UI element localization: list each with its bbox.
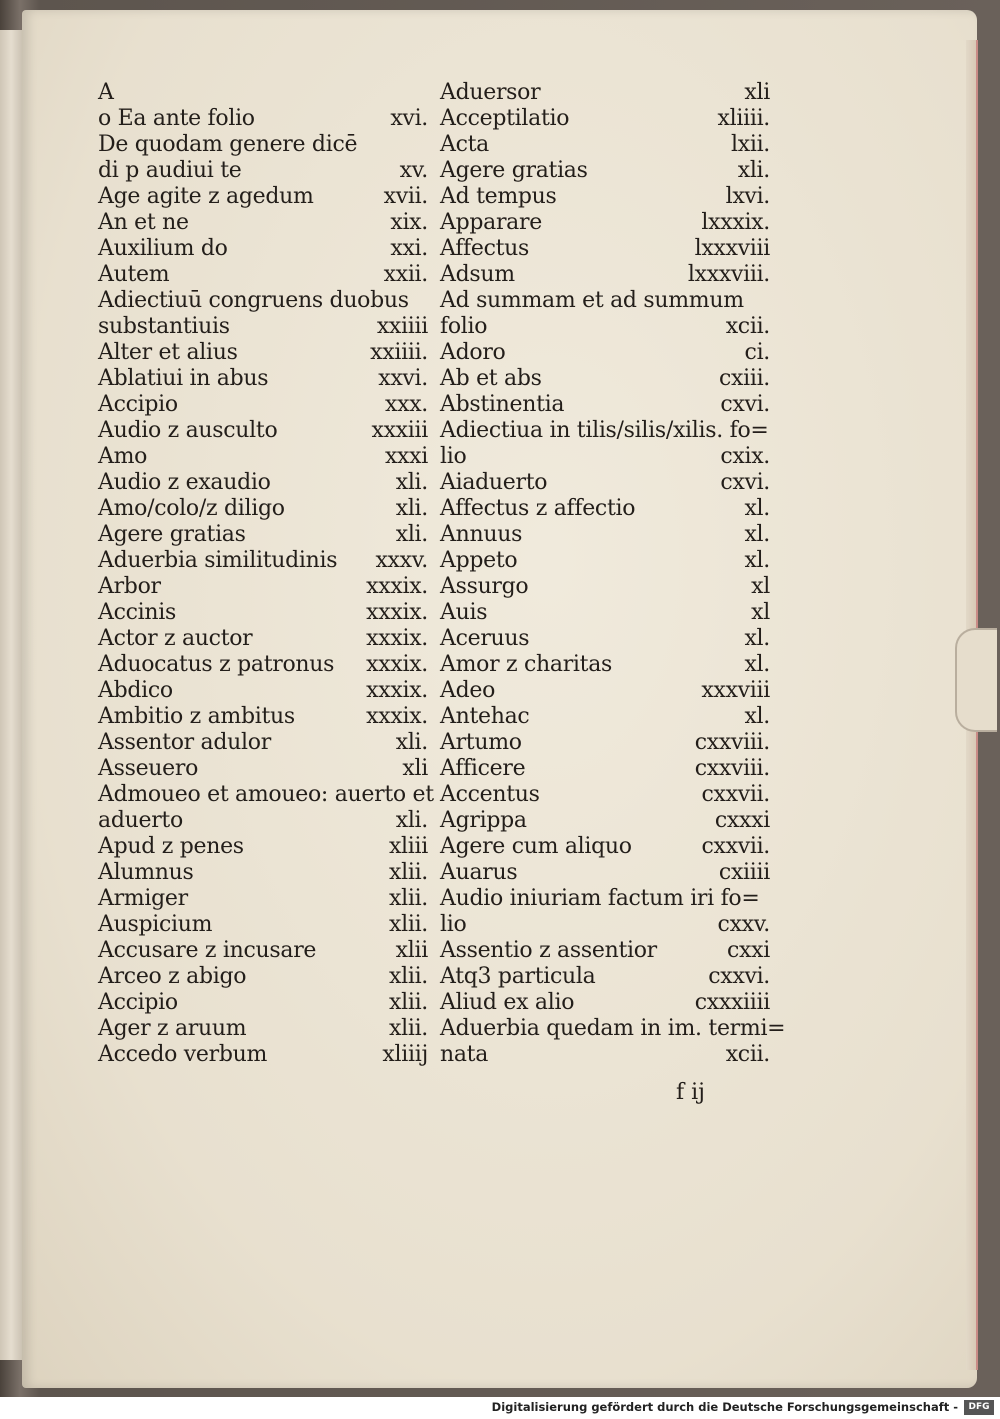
entry-folio: xxxix. bbox=[366, 600, 428, 625]
entry-term: Acceptilatio bbox=[440, 106, 570, 131]
entry-term: Affectus bbox=[440, 236, 530, 261]
entry-folio: xxxviii bbox=[701, 678, 770, 703]
entry-folio: xxxix. bbox=[366, 574, 428, 599]
entry-folio: lxxxix. bbox=[701, 210, 770, 235]
entry-term: Assentor adulor bbox=[98, 730, 271, 755]
entry-folio: xli. bbox=[395, 522, 428, 547]
entry-term: Abstinentia bbox=[440, 392, 565, 417]
entry-term: Affectus z affectio bbox=[440, 496, 636, 521]
entry-folio: lxxxviii. bbox=[687, 262, 770, 287]
index-entry bbox=[440, 834, 770, 860]
index-entry bbox=[98, 184, 428, 210]
index-entry bbox=[440, 652, 770, 678]
entry-folio: cxxxiiii bbox=[694, 990, 770, 1015]
entry-term: o Ea ante folio bbox=[98, 106, 255, 131]
entry-folio: lxii. bbox=[730, 132, 770, 157]
index-column-left bbox=[98, 80, 434, 1068]
index-entry bbox=[440, 210, 770, 236]
entry-term: Actor z auctor bbox=[98, 626, 253, 651]
entry-folio: cxxxi bbox=[714, 808, 770, 833]
entry-folio: xxxv. bbox=[375, 548, 428, 573]
entry-term: Accentus bbox=[440, 782, 540, 807]
entry-term: Adeo bbox=[440, 678, 496, 703]
dfg-logo: DFG bbox=[964, 1400, 994, 1415]
entry-term: Artumo bbox=[440, 730, 522, 755]
index-entry bbox=[98, 522, 428, 548]
index-entry bbox=[440, 470, 770, 496]
index-entry bbox=[440, 366, 770, 392]
index-entry bbox=[98, 496, 428, 522]
index-entry bbox=[440, 314, 770, 340]
index-entry bbox=[98, 236, 428, 262]
index-entry bbox=[98, 288, 428, 314]
entry-folio: cxiiii bbox=[718, 860, 770, 885]
entry-term: Auspicium bbox=[98, 912, 213, 937]
entry-folio: xlii. bbox=[388, 990, 428, 1015]
index-entry bbox=[98, 990, 428, 1016]
index-entry bbox=[440, 886, 770, 912]
index-entry bbox=[98, 704, 428, 730]
entry-term: Arbor bbox=[98, 574, 161, 599]
index-entry bbox=[98, 340, 428, 366]
entry-term: Auxilium do bbox=[98, 236, 228, 261]
entry-term: Aduerbia quedam in im. termi= bbox=[440, 1016, 786, 1041]
entry-folio: xxxiii bbox=[371, 418, 428, 443]
index-entry bbox=[98, 678, 428, 704]
entry-term: Alter et alius bbox=[98, 340, 238, 365]
entry-term: lio bbox=[440, 444, 467, 469]
index-entry bbox=[440, 522, 770, 548]
entry-term: Accusare z incusare bbox=[98, 938, 317, 963]
entry-term: di p audiui te bbox=[98, 158, 242, 183]
index-entry bbox=[440, 444, 770, 470]
index-entry bbox=[98, 808, 428, 834]
index-entry bbox=[98, 938, 428, 964]
index-entry bbox=[440, 756, 770, 782]
entry-folio: xxxi bbox=[384, 444, 428, 469]
index-entry bbox=[440, 1016, 786, 1042]
entry-term: De quodam genere dicē bbox=[98, 132, 358, 157]
entry-folio: lxvi. bbox=[725, 184, 770, 209]
index-entry bbox=[440, 1042, 770, 1068]
entry-folio: xli bbox=[402, 756, 428, 781]
index-entry bbox=[440, 418, 770, 444]
entry-term: Autem bbox=[98, 262, 170, 287]
entry-folio: xl. bbox=[744, 548, 770, 573]
entry-term: Ad tempus bbox=[440, 184, 557, 209]
entry-folio: xlii. bbox=[388, 964, 428, 989]
entry-folio: xxi. bbox=[390, 236, 428, 261]
index-entry bbox=[440, 184, 770, 210]
index-entry bbox=[440, 964, 770, 990]
entry-term: A bbox=[98, 80, 114, 105]
entry-folio: xlii. bbox=[388, 912, 428, 937]
index-entry bbox=[440, 574, 770, 600]
entry-folio: xxvi. bbox=[378, 366, 428, 391]
entry-term: Auis bbox=[440, 600, 488, 625]
entry-folio: xxiiii bbox=[376, 314, 428, 339]
entry-term: Abdico bbox=[98, 678, 173, 703]
footer-credit: Digitalisierung gefördert durch die Deutsche Forschungsgemeinschaft - bbox=[491, 1400, 958, 1414]
entry-folio: xlii. bbox=[388, 860, 428, 885]
entry-folio: xlii. bbox=[388, 886, 428, 911]
entry-folio: cxxvii. bbox=[701, 834, 770, 859]
index-entry bbox=[98, 886, 428, 912]
entry-term: Antehac bbox=[440, 704, 530, 729]
entry-term: Accipio bbox=[98, 990, 178, 1015]
entry-folio: xli bbox=[744, 80, 770, 105]
entry-term: Auarus bbox=[440, 860, 518, 885]
entry-folio: xl. bbox=[744, 652, 770, 677]
entry-folio: xvii. bbox=[383, 184, 428, 209]
entry-folio: xxxix. bbox=[366, 626, 428, 651]
entry-term: Amor z charitas bbox=[440, 652, 612, 677]
entry-term: Aduerbia similitudinis bbox=[98, 548, 338, 573]
entry-folio: cxxviii. bbox=[694, 756, 770, 781]
entry-folio: xlii. bbox=[388, 1016, 428, 1041]
index-entry bbox=[98, 1016, 428, 1042]
entry-term: Alumnus bbox=[98, 860, 194, 885]
entry-folio: cxxviii. bbox=[694, 730, 770, 755]
entry-term: Aliud ex alio bbox=[440, 990, 575, 1015]
entry-term: Acta bbox=[440, 132, 489, 157]
entry-folio: xxxix. bbox=[366, 704, 428, 729]
index-column-right bbox=[440, 80, 786, 1068]
index-entry bbox=[440, 236, 770, 262]
entry-folio: xcii. bbox=[725, 314, 770, 339]
index-entry bbox=[440, 782, 770, 808]
entry-term: Apud z penes bbox=[98, 834, 244, 859]
entry-folio: xl. bbox=[744, 626, 770, 651]
entry-folio: xcii. bbox=[725, 1042, 770, 1067]
entry-term: substantiuis bbox=[98, 314, 230, 339]
index-entry bbox=[440, 496, 770, 522]
index-entry bbox=[98, 834, 428, 860]
index-entry bbox=[98, 392, 428, 418]
index-entry bbox=[440, 392, 770, 418]
entry-folio: xliiii. bbox=[717, 106, 770, 131]
index-entry bbox=[440, 730, 770, 756]
entry-term: Adsum bbox=[440, 262, 515, 287]
index-entry bbox=[440, 626, 770, 652]
entry-term: Ad summam et ad summum bbox=[440, 288, 744, 313]
signature-mark: f ij bbox=[676, 1080, 705, 1105]
index-entry bbox=[98, 574, 428, 600]
entry-folio: xli. bbox=[395, 470, 428, 495]
entry-folio: cxix. bbox=[720, 444, 770, 469]
entry-folio: xliii bbox=[388, 834, 428, 859]
index-entry bbox=[440, 678, 770, 704]
index-entry bbox=[440, 704, 770, 730]
entry-term: Armiger bbox=[98, 886, 188, 911]
entry-term: Apparare bbox=[440, 210, 542, 235]
entry-folio: cxiii. bbox=[718, 366, 770, 391]
entry-folio: xxxix. bbox=[366, 678, 428, 703]
index-entry bbox=[98, 782, 434, 808]
entry-term: Amo bbox=[98, 444, 148, 469]
entry-folio: xv. bbox=[399, 158, 428, 183]
entry-folio: lxxxviii bbox=[694, 236, 770, 261]
index-entry bbox=[440, 808, 770, 834]
index-entry bbox=[440, 340, 770, 366]
entry-folio: xli. bbox=[737, 158, 770, 183]
index-entry bbox=[98, 418, 428, 444]
index-entry bbox=[98, 912, 428, 938]
index-entry bbox=[98, 730, 428, 756]
entry-term: aduerto bbox=[98, 808, 183, 833]
entry-folio: xl. bbox=[744, 704, 770, 729]
entry-folio: xxiiii. bbox=[370, 340, 428, 365]
index-entry bbox=[98, 132, 428, 158]
index-entry bbox=[98, 626, 428, 652]
entry-term: Asseuero bbox=[98, 756, 199, 781]
entry-folio: xl. bbox=[744, 522, 770, 547]
index-entry bbox=[440, 860, 770, 886]
entry-folio: cxxi bbox=[727, 938, 770, 963]
entry-folio: xl. bbox=[744, 496, 770, 521]
index-entry bbox=[440, 262, 770, 288]
index-entry bbox=[98, 366, 428, 392]
index-entry bbox=[98, 80, 428, 106]
entry-term: Ab et abs bbox=[440, 366, 542, 391]
entry-term: Ager z aruum bbox=[98, 1016, 247, 1041]
index-entry bbox=[440, 600, 770, 626]
entry-term: Ablatiui in abus bbox=[98, 366, 269, 391]
entry-term: Annuus bbox=[440, 522, 523, 547]
index-entry bbox=[98, 756, 428, 782]
index-entry bbox=[440, 80, 770, 106]
entry-term: Audio z exaudio bbox=[98, 470, 271, 495]
index-entry bbox=[98, 106, 428, 132]
entry-term: Amo/colo/z diligo bbox=[98, 496, 285, 521]
entry-folio: xxxix. bbox=[366, 652, 428, 677]
index-entry bbox=[440, 132, 770, 158]
entry-term: Accinis bbox=[98, 600, 176, 625]
entry-term: Ambitio z ambitus bbox=[98, 704, 295, 729]
entry-term: Agrippa bbox=[440, 808, 527, 833]
index-entry bbox=[98, 600, 428, 626]
entry-term: Aduocatus z patronus bbox=[98, 652, 335, 677]
entry-term: Atq3 particula bbox=[440, 964, 596, 989]
entry-term: Accedo verbum bbox=[98, 1042, 268, 1067]
entry-folio: xxx. bbox=[384, 392, 428, 417]
index-entry bbox=[98, 444, 428, 470]
entry-folio: xli. bbox=[395, 808, 428, 833]
clip-tab bbox=[955, 628, 997, 732]
index-entry bbox=[98, 1042, 428, 1068]
entry-term: Aduersor bbox=[440, 80, 541, 105]
entry-folio: xlii bbox=[395, 938, 428, 963]
entry-folio: cxvi. bbox=[720, 470, 770, 495]
index-entry bbox=[440, 158, 770, 184]
index-entry bbox=[98, 262, 428, 288]
index-entry bbox=[440, 548, 770, 574]
entry-term: nata bbox=[440, 1042, 489, 1067]
entry-term: Adoro bbox=[440, 340, 506, 365]
entry-folio: xl bbox=[751, 574, 770, 599]
entry-term: Aceruus bbox=[440, 626, 530, 651]
index-entry bbox=[440, 938, 770, 964]
index-entry bbox=[98, 652, 428, 678]
entry-folio: ci. bbox=[744, 340, 770, 365]
entry-folio: xxii. bbox=[383, 262, 428, 287]
index-entry bbox=[98, 314, 428, 340]
entry-folio: xliiij bbox=[382, 1042, 428, 1067]
entry-term: Audio z ausculto bbox=[98, 418, 278, 443]
entry-folio: cxxvi. bbox=[708, 964, 770, 989]
entry-term: Admoueo et amoueo: auerto et bbox=[98, 782, 434, 807]
entry-term: Agere cum aliquo bbox=[440, 834, 632, 859]
entry-term: Appeto bbox=[440, 548, 518, 573]
entry-folio: xix. bbox=[390, 210, 428, 235]
index-entry bbox=[440, 288, 770, 314]
entry-folio: xvi. bbox=[390, 106, 428, 131]
index-entry bbox=[440, 106, 770, 132]
index-entry bbox=[98, 860, 428, 886]
index-entry bbox=[440, 990, 770, 1016]
index-entry bbox=[98, 158, 428, 184]
entry-term: Arceo z abigo bbox=[98, 964, 247, 989]
index-entry bbox=[98, 210, 428, 236]
entry-term: Agere gratias bbox=[98, 522, 246, 547]
entry-term: Age agite z agedum bbox=[98, 184, 314, 209]
entry-folio: cxxv. bbox=[717, 912, 770, 937]
footer-bar bbox=[0, 1397, 1000, 1419]
entry-term: Audio iniuriam factum iri fo= bbox=[440, 886, 760, 911]
index-entry bbox=[98, 548, 428, 574]
entry-term: folio bbox=[440, 314, 488, 339]
index-entry bbox=[98, 964, 428, 990]
entry-term: Adiectiua in tilis/silis/xilis. fo= bbox=[440, 418, 769, 443]
entry-folio: xl bbox=[751, 600, 770, 625]
index-entry bbox=[98, 470, 428, 496]
index-entry bbox=[440, 912, 770, 938]
entry-term: An et ne bbox=[98, 210, 189, 235]
entry-folio: cxvi. bbox=[720, 392, 770, 417]
entry-term: Adiectiuū congruens duobus bbox=[98, 288, 409, 313]
entry-folio: cxxvii. bbox=[701, 782, 770, 807]
entry-term: Afficere bbox=[440, 756, 526, 781]
entry-term: Assurgo bbox=[440, 574, 529, 599]
entry-folio: xli. bbox=[395, 730, 428, 755]
entry-term: Agere gratias bbox=[440, 158, 588, 183]
entry-term: Assentio z assentior bbox=[440, 938, 657, 963]
entry-term: Aiaduerto bbox=[440, 470, 548, 495]
entry-term: lio bbox=[440, 912, 467, 937]
entry-term: Accipio bbox=[98, 392, 178, 417]
entry-folio: xli. bbox=[395, 496, 428, 521]
